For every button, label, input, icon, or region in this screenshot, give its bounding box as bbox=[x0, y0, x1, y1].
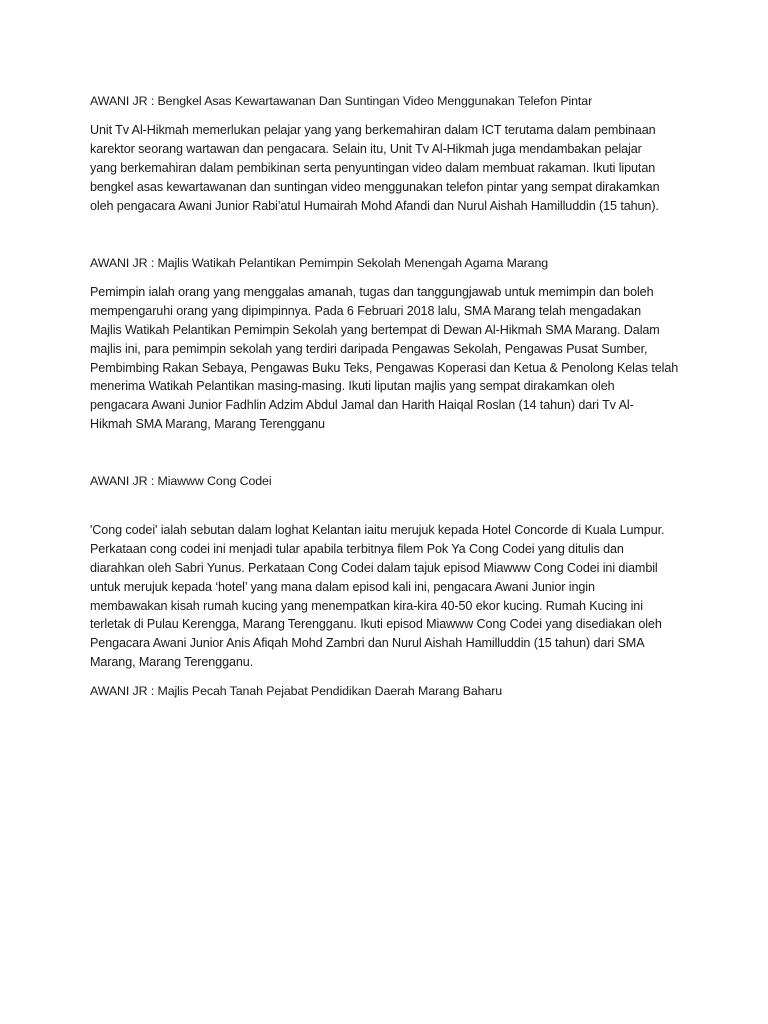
paragraph-line: oleh pengacara Awani Junior Rabi’atul Humairah Mohd Afandi dan Nurul Aishah Hamilluddin (15 tahun). bbox=[90, 199, 659, 213]
paragraph-line: Pemimpin ialah orang yang menggalas amanah, tugas dan tanggungjawab untuk memimpin dan boleh bbox=[90, 285, 654, 299]
paragraph-line: karektor seorang wartawan dan pengacara. Selain itu, Unit Tv Al-Hikmah juga mendambakan pelajar bbox=[90, 142, 642, 156]
paragraph-line: 'Cong codei' ialah sebutan dalam loghat Kelantan iaitu merujuk kepada Hotel Concorde di Kuala Lumpur. bbox=[90, 523, 665, 537]
paragraph-line: bengkel asas kewartawanan dan suntingan video menggunakan telefon pintar yang sempat dirakamkan bbox=[90, 180, 660, 194]
section-heading: AWANI JR : Bengkel Asas Kewartawanan Dan Suntingan Video Menggunakan Telefon Pintar bbox=[90, 94, 593, 108]
section-heading: AWANI JR : Miawww Cong Codei bbox=[90, 474, 272, 488]
paragraph-line: yang berkemahiran dalam pembikinan serta penyuntingan video dalam membuat rakaman. Ikuti liputan bbox=[90, 161, 656, 175]
paragraph-line: Majlis Watikah Pelantikan Pemimpin Sekolah yang bertempat di Dewan Al-Hikmah SMA Marang. Dalam bbox=[90, 323, 660, 337]
paragraph-line: menerima Watikah Pelantikan masing-masing. Ikuti liputan majlis yang sempat dirakamkan oleh bbox=[90, 379, 615, 393]
section-heading: AWANI JR : Majlis Pecah Tanah Pejabat Pendidikan Daerah Marang Baharu bbox=[90, 684, 503, 698]
paragraph-line: majlis ini, para pemimpin sekolah yang terdiri daripada Pengawas Sekolah, Pengawas Pusat Sumber, bbox=[90, 342, 648, 356]
paragraph-line: terletak di Pulau Kerengga, Marang Terengganu. Ikuti episod Miawww Cong Codei yang disediakan oleh bbox=[90, 617, 662, 631]
paragraph-line: pengacara Awani Junior Fadhlin Adzim Abdul Jamal dan Harith Haiqal Roslan (14 tahun) dari Tv Al- bbox=[90, 398, 634, 412]
paragraph-line: Pengacara Awani Junior Anis Afiqah Mohd Zambri dan Nurul Aishah Hamilluddin (15 tahun) dari SMA bbox=[90, 636, 645, 650]
paragraph-line: Marang, Marang Terengganu. bbox=[90, 655, 254, 669]
paragraph-line: mempengaruhi orang yang dipimpinnya. Pada 6 Februari 2018 lalu, SMA Marang telah mengadakan bbox=[90, 304, 641, 318]
paragraph-line: Unit Tv Al-Hikmah memerlukan pelajar yang yang berkemahiran dalam ICT terutama dalam pembinaan bbox=[90, 123, 656, 137]
paragraph-line: Perkataan cong codei ini menjadi tular apabila terbitnya filem Pok Ya Cong Codei yang ditulis dan bbox=[90, 542, 624, 556]
paragraph-line: untuk merujuk kepada ‘hotel’ yang mana dalam episod kali ini, pengacara Awani Junior ingin bbox=[90, 580, 595, 594]
paragraph-line: membawakan kisah rumah kucing yang menempatkan kira-kira 40-50 ekor kucing. Rumah Kucing ini bbox=[90, 599, 643, 613]
paragraph-line: Pembimbing Rakan Sebaya, Pengawas Buku Teks, Pengawas Koperasi dan Ketua & Penolong Kelas telah bbox=[90, 361, 679, 375]
paragraph-line: Hikmah SMA Marang, Marang Terengganu bbox=[90, 417, 325, 431]
paragraph-line: diarahkan oleh Sabri Yunus. Perkataan Cong Codei dalam tajuk episod Miawww Cong Codei ini diambil bbox=[90, 561, 658, 575]
section-heading: AWANI JR : Majlis Watikah Pelantikan Pemimpin Sekolah Menengah Agama Marang bbox=[90, 256, 549, 270]
